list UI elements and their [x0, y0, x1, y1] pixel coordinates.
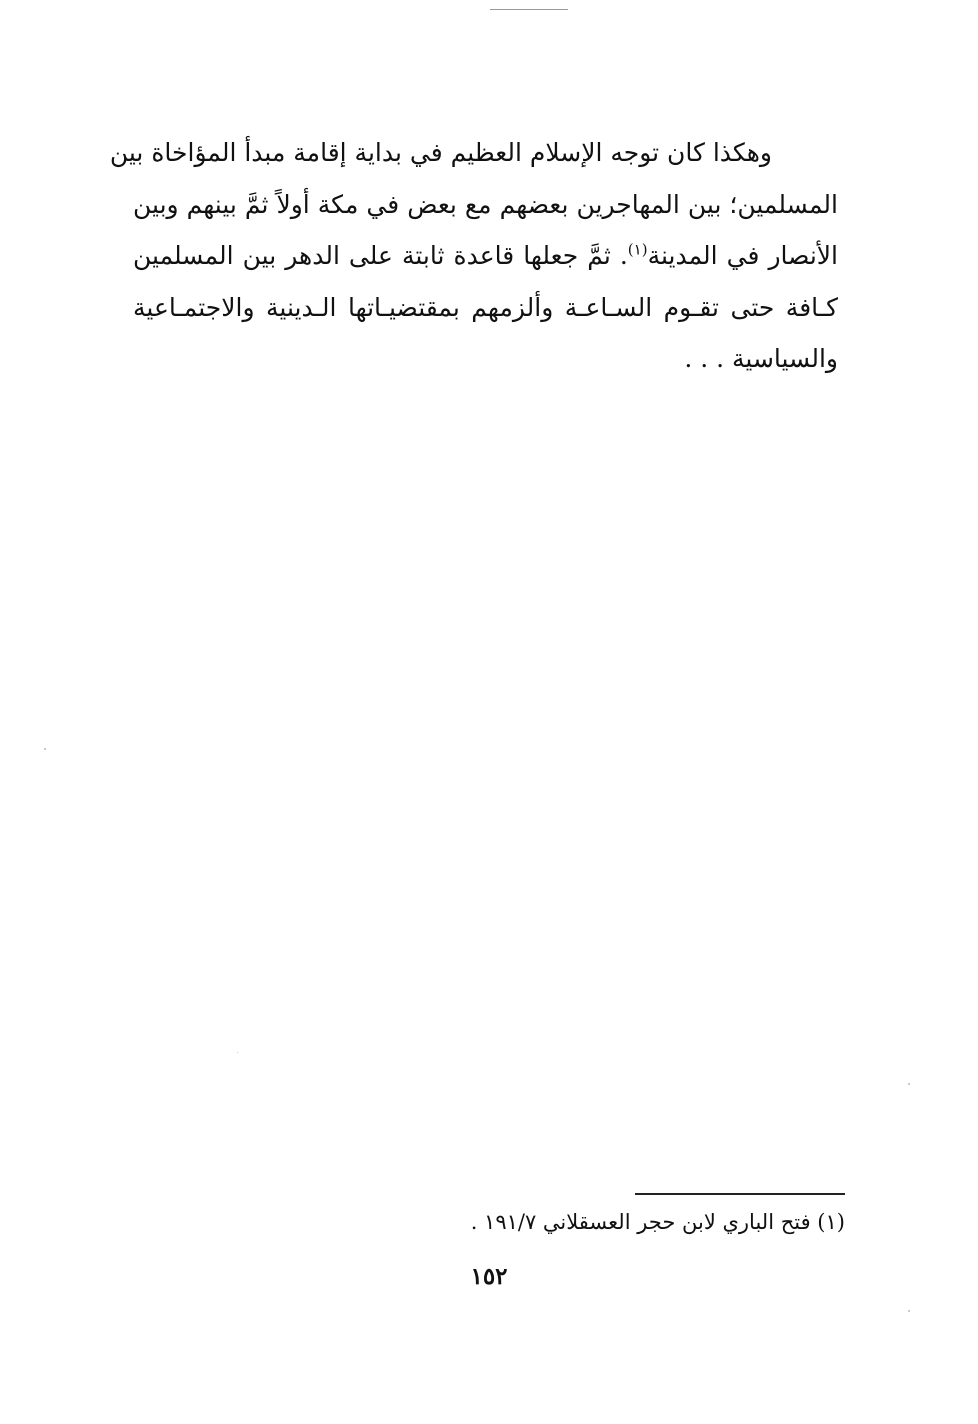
page-number: ١٥٢: [470, 1263, 508, 1290]
paragraph-line-end: . ثمَّ جعلها قاعدة ثابتة على الدهر بين المسلمين: [133, 241, 628, 270]
footnote-separator: [635, 1193, 845, 1195]
paragraph-line: والسياسية . . .: [684, 344, 838, 373]
scan-speck: [237, 1052, 238, 1053]
scan-speck: [908, 1310, 910, 1312]
paragraph-line-start: الأنصار في المدينة: [647, 241, 838, 270]
paragraph-line: [133, 230, 838, 282]
footnote-marker[interactable]: (١): [627, 240, 648, 259]
main-paragraph: [109, 127, 838, 385]
scan-speck: [44, 748, 46, 750]
paragraph-line: المسلمين؛ بين المهاجرين بعضهم مع بعض في مكة أولاً ثمَّ بينهم وبين: [133, 189, 838, 219]
footnote: (١) فتح الباري لابن حجر العسقلاني ١٩١/٧ .: [470, 1210, 845, 1234]
top-rule: [490, 9, 568, 10]
paragraph-line: كـافة حتى تقـوم السـاعـة وألزمهم بمقتضيـاتها الـدينية والاجتمـاعية: [133, 292, 838, 322]
scan-speck: [908, 1083, 910, 1085]
paragraph-line: وهكذا كان توجه الإسلام العظيم في بداية إقامة مبدأ المؤاخاة بين: [109, 138, 772, 167]
